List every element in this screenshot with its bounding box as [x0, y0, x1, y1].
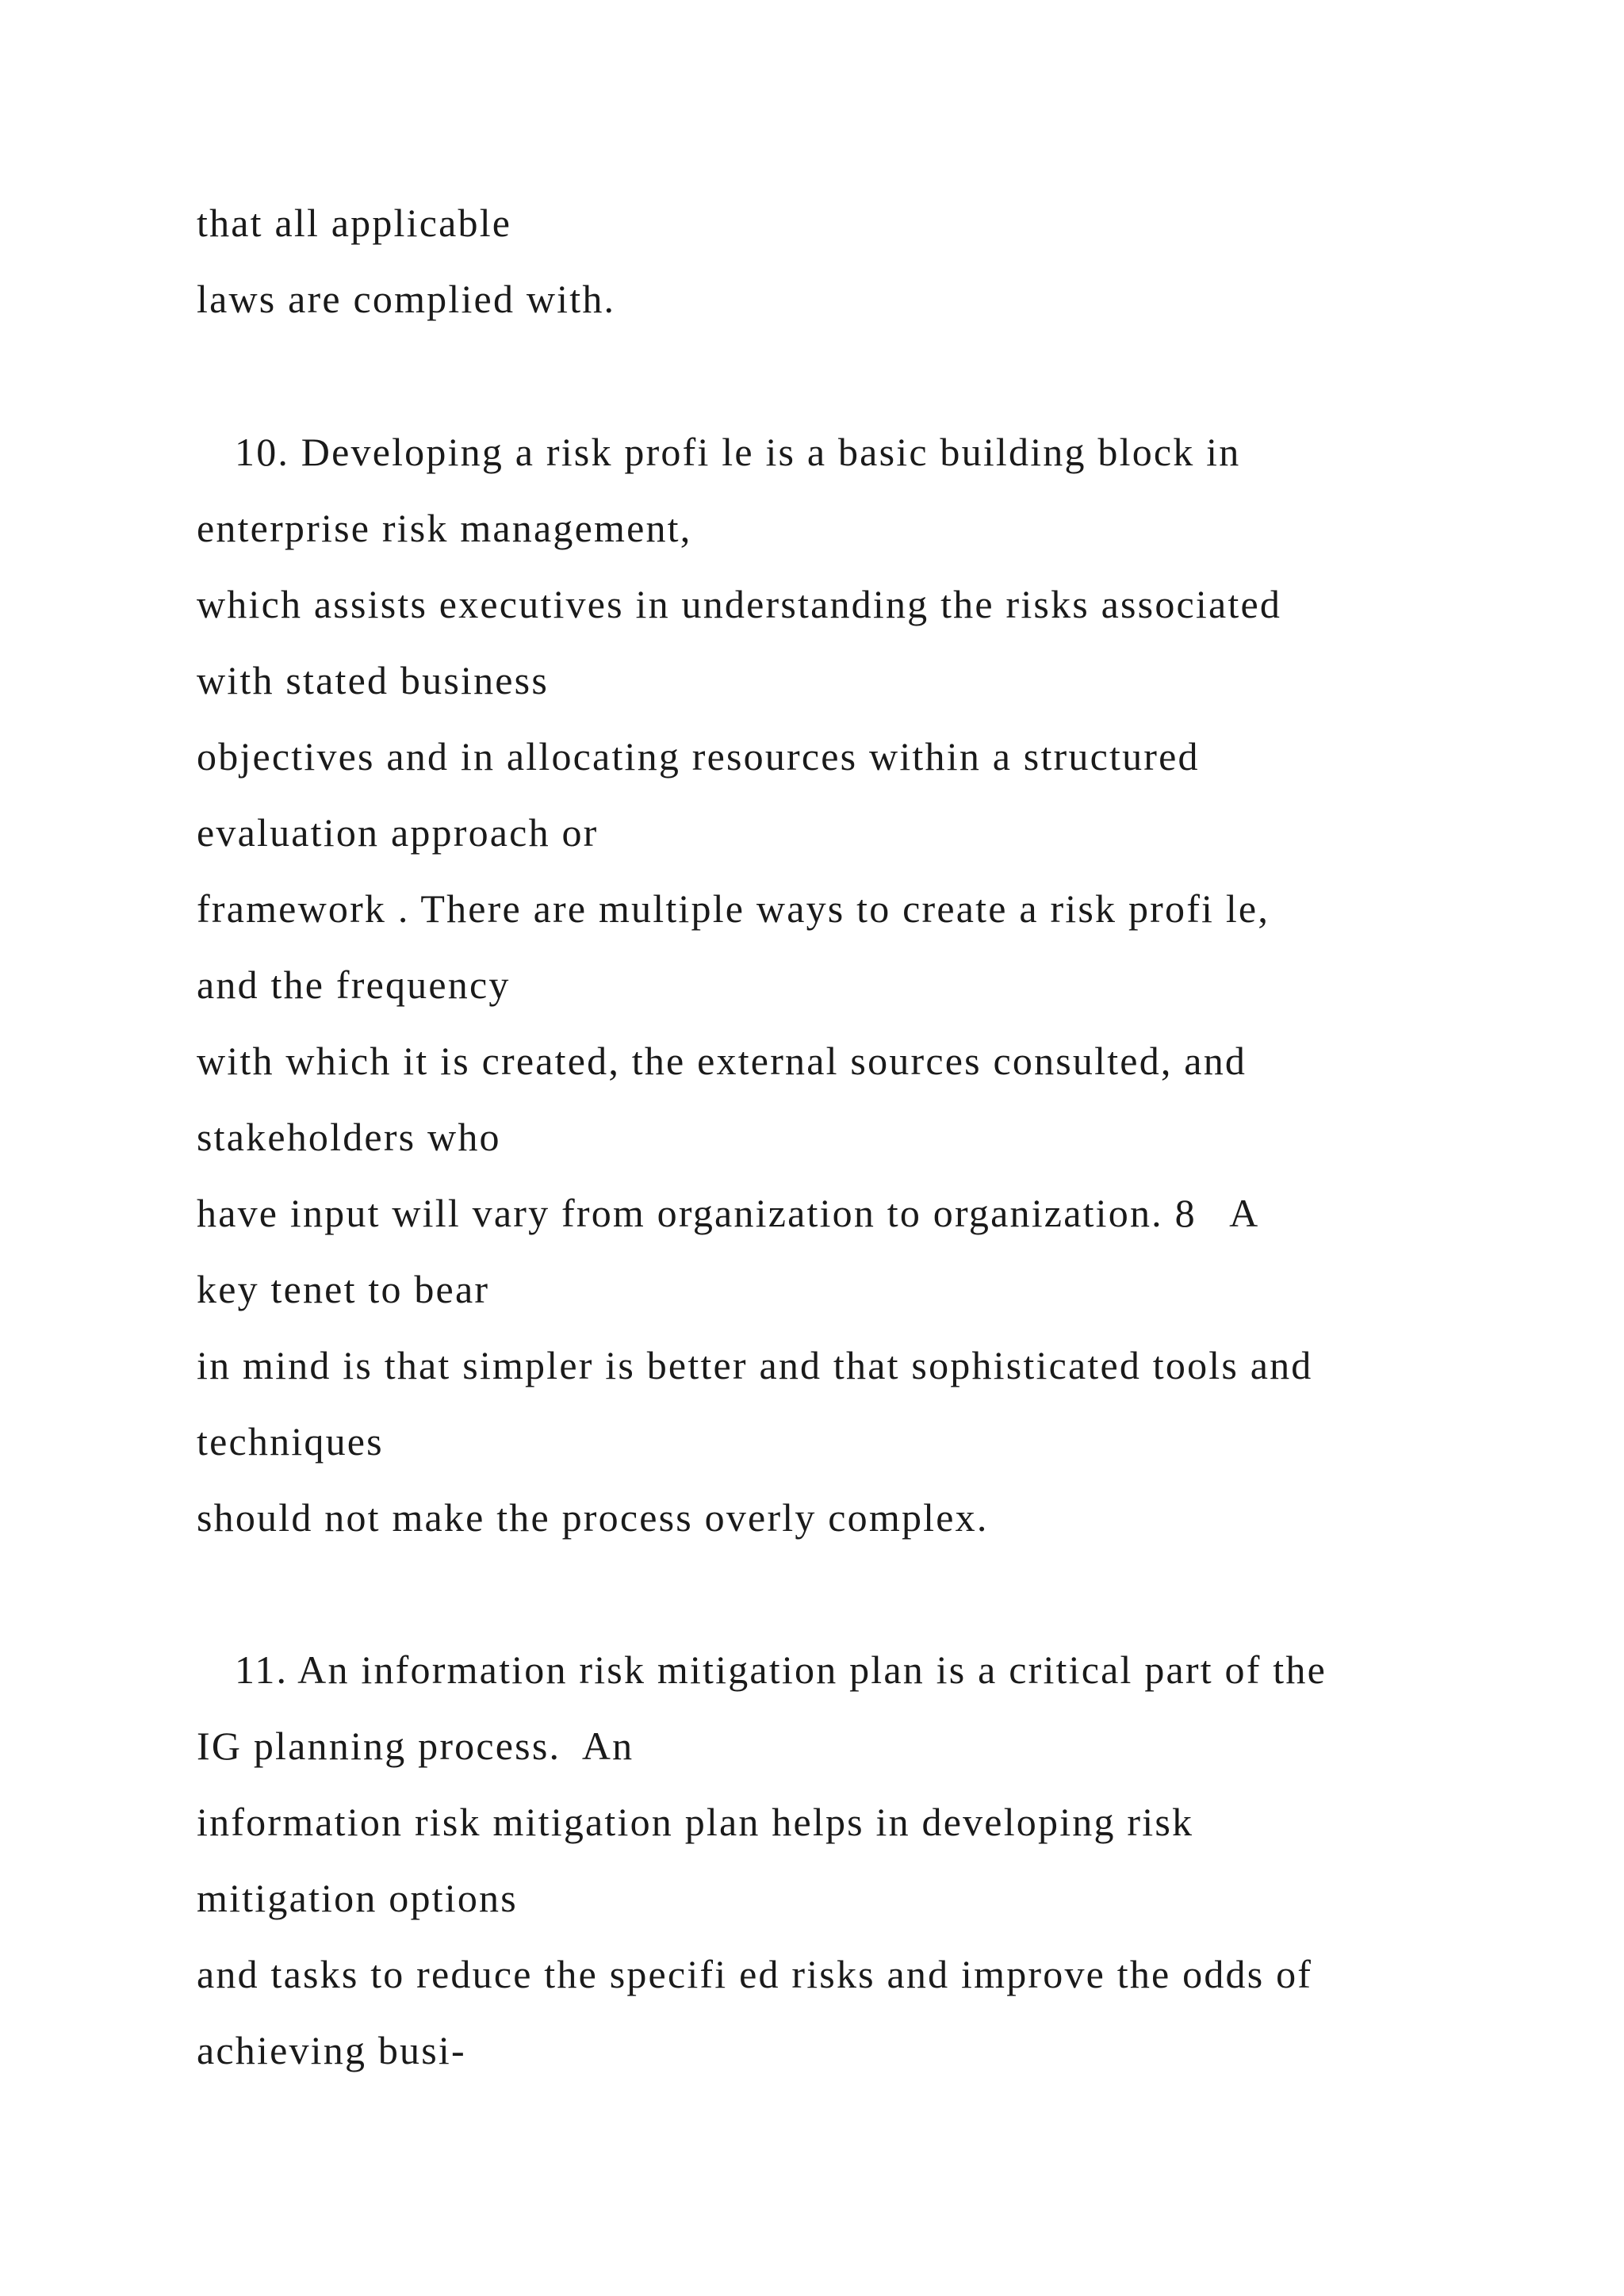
text-line: that all applicable — [197, 201, 512, 245]
text-line: have input will vary from organization to organization. 8 A — [197, 1191, 1260, 1235]
text-line: achieving busi- — [197, 2028, 466, 2072]
text-line: stakeholders who — [197, 1115, 501, 1159]
text-line: and tasks to reduce the specifi ed risks and improve the odds of — [197, 1952, 1313, 1996]
text-line: laws are complied with. — [197, 277, 616, 321]
paragraph-10-first-line: 10. Developing a risk profi le is a basic building block in — [235, 430, 1241, 474]
text-line: key tenet to bear — [197, 1267, 490, 1311]
text-line: and the frequency — [197, 962, 511, 1007]
text-line: should not make the process overly complex. — [197, 1495, 989, 1540]
text-line: enterprise risk management, — [197, 506, 692, 550]
text-line: with stated business — [197, 658, 549, 702]
text-line: IG planning process. An — [197, 1724, 634, 1768]
text-line: framework . There are multiple ways to create a risk profi le, — [197, 886, 1270, 931]
text-line: mitigation options — [197, 1876, 518, 1920]
paragraph-11-first-line: 11. An information risk mitigation plan is a critical part of the — [235, 1647, 1327, 1692]
text-line: which assists executives in understanding the risks associated — [197, 582, 1282, 626]
text-line: objectives and in allocating resources within a structured — [197, 734, 1200, 779]
text-line: information risk mitigation plan helps in developing risk — [197, 1800, 1194, 1844]
text-line: evaluation approach or — [197, 810, 599, 855]
text-line: in mind is that simpler is better and that sophisticated tools and — [197, 1343, 1313, 1387]
text-line: techniques — [197, 1419, 384, 1464]
text-line: with which it is created, the external sources consulted, and — [197, 1039, 1247, 1083]
